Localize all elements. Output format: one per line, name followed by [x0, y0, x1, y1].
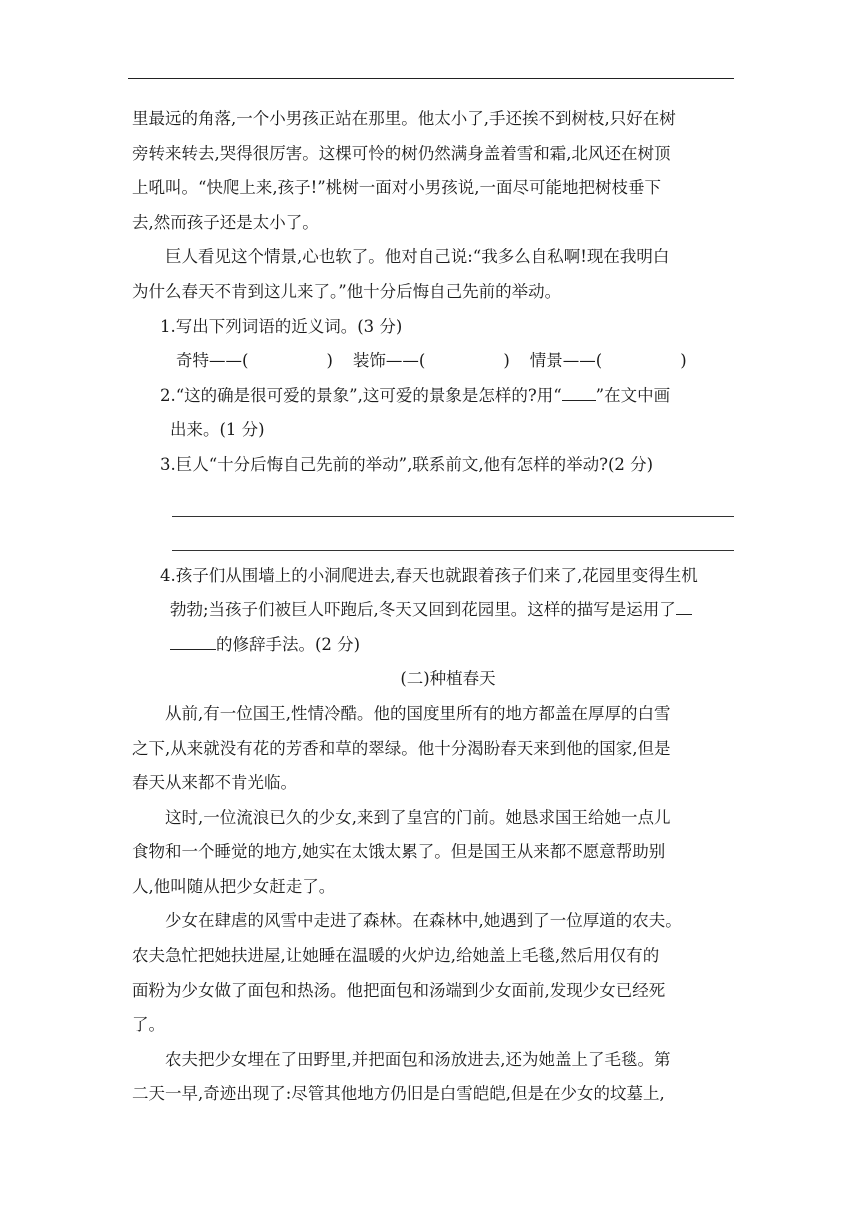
- text-line: 人,他叫随从把少女赶走了。: [132, 876, 336, 896]
- passage2-paragraph-4: [132, 1043, 734, 1112]
- header-rule: [128, 78, 734, 79]
- question-4-line-3: 的修辞手法。(2 分): [160, 628, 734, 663]
- fill-blank-end[interactable]: [170, 631, 216, 650]
- text-line: 巨人看见这个情景,心也软了。他对自己说:“我多么自私啊!现在我明白: [165, 247, 670, 267]
- question-2-line-2: 出来。(1 分): [170, 420, 265, 440]
- question-1: [160, 310, 734, 379]
- text-line: 了。: [132, 1015, 165, 1035]
- synonym-row: [160, 344, 734, 379]
- text-line: 农夫急忙把她扶进屋,让她睡在温暖的火炉边,给她盖上毛毯,然后用仅有的: [132, 946, 660, 966]
- question-4: [160, 559, 734, 663]
- passage2-paragraph-3: [132, 904, 734, 1042]
- text-line: 这时,一位流浪已久的少女,来到了皇宫的门前。她恳求国王给她一点儿: [165, 807, 671, 827]
- text-line: 里最远的角落,一个小男孩正站在那里。他太小了,手还挨不到树枝,只好在树: [132, 109, 676, 128]
- underline-mark: [562, 382, 596, 401]
- question-4-line-2: 勃勃;当孩子们被巨人吓跑后,冬天又回到花园里。这样的描写是运用了: [160, 593, 734, 628]
- answer-line[interactable]: [172, 517, 734, 551]
- text-line: 旁转来转去,哭得很厉害。这棵可怜的树仍然满身盖着雪和霜,北风还在树顶: [132, 143, 671, 163]
- question-1-text: 1.写出下列词语的近义词。(3 分): [160, 316, 403, 336]
- question-3: [160, 448, 734, 483]
- text-line: 少女在肆虐的风雪中走进了森林。在森林中,她遇到了一位厚道的农夫。: [165, 911, 682, 931]
- question-2: [160, 379, 734, 448]
- question-3-text: 3.巨人“十分后悔自己先前的举动”,联系前文,他有怎样的举动?(2 分): [160, 454, 654, 474]
- passage1-paragraph-1: [132, 102, 734, 240]
- question-3-answer-area[interactable]: [162, 483, 734, 551]
- text-line: 从前,有一位国王,性情冷酷。他的国度里所有的地方都盖在厚厚的白雪: [165, 703, 671, 723]
- text-line: 之下,从来就没有花的芳香和草的翠绿。他十分渴盼春天来到他的国家,但是: [132, 738, 671, 758]
- answer-line[interactable]: [172, 483, 734, 517]
- exam-page: [132, 102, 734, 1112]
- text-line: 食物和一个睡觉的地方,她实在太饿太累了。但是国王从来都不愿意帮助别: [132, 842, 666, 862]
- text-line: 上吼叫。“快爬上来,孩子!”桃树一面对小男孩说,一面尽可能地把树枝垂下: [132, 178, 661, 198]
- text-line: 春天从来都不肯光临。: [132, 773, 297, 793]
- text-line: 为什么春天不肯到这儿来了。”他十分后悔自己先前的举动。: [132, 281, 562, 301]
- passage1-paragraph-2: [132, 240, 734, 309]
- synonym-item-3[interactable]: 情景——( ): [529, 351, 687, 371]
- question-2-line-1: 2.“这的确是很可爱的景象”,这可爱的景象是怎样的?用“ ”在文中画: [160, 379, 734, 414]
- synonym-item-2[interactable]: 装饰——( ): [352, 351, 510, 371]
- fill-blank-start[interactable]: [676, 596, 692, 615]
- text-line: 二天一早,奇迹出现了:尽管其他地方仍旧是白雪皑皑,但是在少女的坟墓上,: [132, 1084, 665, 1104]
- text-line: 农夫把少女埋在了田野里,并把面包和汤放进去,还为她盖上了毛毯。第: [165, 1049, 671, 1069]
- section-title: (二)种植春天: [400, 669, 496, 689]
- text-line: 面粉为少女做了面包和热汤。他把面包和汤端到少女面前,发现少女已经死: [132, 980, 666, 1000]
- passage2-paragraph-2: [132, 801, 734, 905]
- passage2-paragraph-1: [132, 697, 734, 801]
- synonym-item-1[interactable]: 奇特——( ): [176, 351, 333, 371]
- text-line: 去,然而孩子还是太小了。: [132, 212, 319, 232]
- question-4-line-1: 4.孩子们从围墙上的小洞爬进去,春天也就跟着孩子们来了,花园里变得生机: [160, 565, 698, 585]
